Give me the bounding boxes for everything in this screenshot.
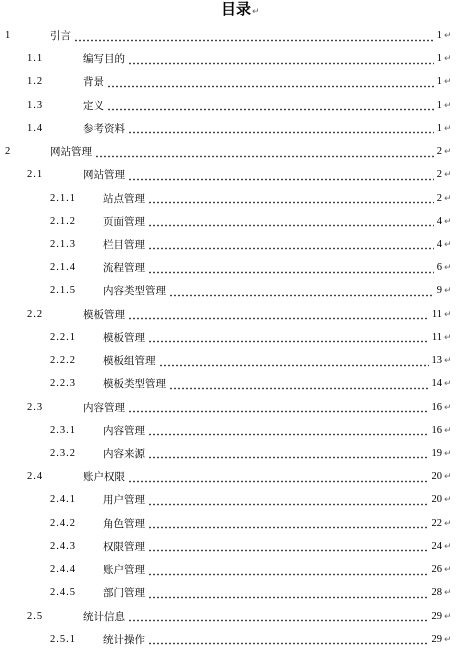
dot-leader — [128, 52, 434, 66]
toc-entry[interactable] — [0, 331, 474, 345]
toc-entry-line — [83, 168, 442, 182]
toc-entry-page: 1 — [436, 76, 442, 88]
toc-entry-page: 22 — [431, 517, 442, 529]
toc-entry[interactable] — [0, 447, 474, 461]
toc-entry-title: 流程管理 — [103, 262, 145, 275]
toc-entry-title: 背景 — [83, 76, 104, 89]
toc-entry[interactable] — [0, 29, 474, 43]
toc-entry-line — [103, 540, 442, 554]
dot-leader — [128, 401, 429, 415]
dot-leader — [74, 29, 434, 43]
toc-entry-line — [50, 29, 442, 43]
paragraph-mark: ↵ — [444, 286, 452, 297]
dot-leader — [148, 540, 429, 554]
toc-entry-page: 4 — [436, 238, 442, 250]
dot-leader — [148, 215, 434, 229]
toc-entry-title: 引言 — [50, 30, 71, 42]
toc-entry-line — [103, 424, 442, 438]
toc-entry-number: 2.4.1 — [50, 494, 76, 506]
toc-entry[interactable] — [0, 540, 474, 554]
toc-entry-number: 1.4 — [27, 122, 44, 134]
toc-entry-number: 2.4.3 — [50, 540, 76, 552]
toc-entry[interactable] — [0, 192, 474, 206]
dot-leader — [128, 308, 429, 322]
toc-entry-line — [103, 447, 442, 461]
toc-entry-line — [83, 470, 442, 484]
dot-leader — [148, 633, 429, 647]
toc-entry-line — [83, 122, 442, 136]
dot-leader — [159, 354, 429, 368]
toc-entry-page: 2 — [436, 169, 442, 181]
toc-entry-page: 1 — [436, 30, 442, 41]
toc-entry[interactable] — [0, 610, 474, 624]
toc-entry-number: 2.1.2 — [50, 215, 76, 227]
paragraph-mark: ↵ — [444, 193, 452, 204]
toc-entry-title: 站点管理 — [103, 192, 145, 205]
paragraph-mark: ↵ — [444, 123, 452, 134]
toc-entry-title: 栏目管理 — [103, 238, 145, 251]
toc-entry[interactable] — [0, 284, 474, 298]
toc-entry-number: 2.3 — [27, 401, 44, 413]
dot-leader — [107, 75, 434, 89]
toc-entry-title: 网站管理 — [83, 169, 125, 182]
dot-leader — [148, 447, 429, 461]
toc-entry-number: 2.1.4 — [50, 262, 76, 274]
toc-entry-title: 网站管理 — [50, 146, 92, 159]
toc-entry-line — [103, 377, 442, 391]
toc-heading-text: 目录 — [221, 0, 252, 18]
toc-entry-line — [50, 145, 442, 159]
toc-entry-line — [103, 215, 442, 229]
toc-entry-page: 2 — [436, 146, 442, 158]
dot-leader — [148, 238, 434, 252]
toc-entry[interactable] — [0, 215, 474, 229]
paragraph-mark: ↵ — [444, 518, 452, 529]
toc-entry-page: 6 — [436, 262, 442, 274]
toc-entry-number: 1.2 — [27, 76, 44, 88]
toc-entry[interactable] — [0, 238, 474, 252]
paragraph-mark: ↵ — [444, 170, 452, 181]
toc-entry-line — [83, 401, 442, 415]
toc-entry[interactable] — [0, 517, 474, 531]
toc-entry-page: 26 — [431, 564, 442, 576]
toc-entry-number: 2.5.1 — [50, 633, 76, 645]
toc-entry-page: 14 — [431, 378, 442, 390]
toc-entry-title: 页面管理 — [103, 215, 145, 228]
toc-entry-page: 11 — [431, 331, 442, 343]
toc-entry-title: 统计信息 — [83, 610, 125, 623]
toc-entry-page: 4 — [436, 215, 442, 227]
toc-entry[interactable] — [0, 261, 474, 275]
toc-entry-title: 用户管理 — [103, 494, 145, 507]
toc-entry-number: 2.2.1 — [50, 331, 76, 343]
toc-entry[interactable] — [0, 633, 474, 647]
dot-leader — [148, 261, 434, 275]
toc-entry-title: 内容类型管理 — [103, 285, 166, 298]
toc-entry-number: 1.1 — [27, 53, 44, 65]
paragraph-mark: ↵ — [444, 31, 452, 41]
toc-entry[interactable] — [0, 122, 474, 136]
toc-entry-page: 13 — [431, 355, 442, 367]
toc-entry-line — [103, 563, 442, 577]
toc-entry-title: 模板组管理 — [103, 355, 156, 368]
paragraph-mark: ↵ — [444, 565, 452, 576]
dot-leader — [169, 377, 429, 391]
toc-entry-line — [103, 493, 442, 507]
toc-entry-number: 2.4.4 — [50, 564, 76, 576]
toc-entry[interactable] — [0, 470, 474, 484]
dot-leader — [128, 168, 434, 182]
toc-entry-title: 角色管理 — [103, 517, 145, 530]
paragraph-mark: ↵ — [444, 77, 452, 88]
paragraph-mark: ↵ — [444, 356, 452, 367]
toc-entry-page: 2 — [436, 192, 442, 204]
paragraph-mark: ↵ — [444, 402, 452, 413]
toc-entry-line — [103, 284, 442, 298]
dot-leader — [148, 517, 429, 531]
toc-entry-number: 2.1 — [27, 169, 44, 181]
toc-entry-number: 2.3.2 — [50, 447, 76, 459]
toc-entry-title: 账户权限 — [83, 471, 125, 484]
toc-entry-number: 2.1.3 — [50, 238, 76, 250]
toc-entry[interactable] — [0, 354, 474, 368]
toc-entry-number: 2.1.5 — [50, 285, 76, 297]
toc-entry-number: 2.4 — [27, 471, 44, 483]
toc-entry-title: 权限管理 — [103, 540, 145, 553]
toc-entry-title: 编写目的 — [83, 53, 125, 66]
dot-leader — [128, 610, 429, 624]
toc-entry-title: 内容管理 — [83, 401, 125, 414]
paragraph-mark: ↵ — [444, 100, 452, 111]
dot-leader — [107, 99, 434, 113]
toc-entry-line — [103, 586, 442, 600]
toc-entry-line — [103, 633, 442, 647]
toc-entry-number: 1 — [5, 30, 12, 41]
dot-leader — [148, 192, 434, 206]
toc-entry[interactable] — [0, 75, 474, 89]
toc-entry[interactable] — [0, 401, 474, 415]
paragraph-mark: ↵ — [444, 379, 452, 390]
toc-entry[interactable] — [0, 145, 474, 159]
dot-leader — [148, 563, 429, 577]
toc-entry-page: 16 — [431, 401, 442, 413]
dot-leader — [148, 493, 429, 507]
paragraph-mark: ↵ — [444, 147, 452, 158]
toc-entry-line — [103, 331, 442, 345]
toc-entry[interactable] — [0, 308, 474, 322]
toc-entry-page: 29 — [431, 633, 442, 645]
toc-entry-page: 24 — [431, 540, 442, 552]
toc-entry-line — [103, 238, 442, 252]
toc-entry-number: 2.4.5 — [50, 587, 76, 599]
paragraph-mark: ↵ — [252, 7, 260, 17]
toc-entry-title: 部门管理 — [103, 587, 145, 600]
toc-heading — [221, 0, 260, 21]
toc-entry-number: 2.3.1 — [50, 424, 76, 436]
toc-entry-title: 定义 — [83, 99, 104, 112]
toc-entry-title: 账户管理 — [103, 564, 145, 577]
toc-entry-page: 29 — [431, 610, 442, 622]
toc-entry-number: 2.5 — [27, 610, 44, 622]
toc-entry-page: 16 — [431, 424, 442, 436]
paragraph-mark: ↵ — [444, 634, 452, 645]
paragraph-mark: ↵ — [444, 448, 452, 459]
toc-entry-title: 内容来源 — [103, 447, 145, 460]
toc-entry-page: 9 — [436, 285, 442, 297]
toc-entry-title: 统计操作 — [103, 633, 145, 646]
toc-entry-title: 模板管理 — [103, 331, 145, 344]
dot-leader — [95, 145, 434, 159]
paragraph-mark: ↵ — [444, 611, 452, 622]
dot-leader — [148, 331, 429, 345]
toc-entry[interactable] — [0, 52, 474, 66]
paragraph-mark: ↵ — [444, 588, 452, 599]
toc-entry-title: 参考资料 — [83, 122, 125, 135]
toc-entry[interactable] — [0, 99, 474, 113]
toc-entry-line — [103, 354, 442, 368]
toc-entry-title: 模板管理 — [83, 308, 125, 321]
paragraph-mark: ↵ — [444, 332, 452, 343]
toc-entry[interactable] — [0, 563, 474, 577]
paragraph-mark: ↵ — [444, 472, 452, 483]
toc-entry-title: 内容管理 — [103, 424, 145, 437]
toc-entry-number: 2.2 — [27, 308, 44, 320]
toc-entry-line — [103, 192, 442, 206]
paragraph-mark: ↵ — [444, 541, 452, 552]
dot-leader — [148, 586, 429, 600]
paragraph-mark: ↵ — [444, 239, 452, 250]
toc-entry-page: 1 — [436, 53, 442, 65]
paragraph-mark: ↵ — [444, 425, 452, 436]
dot-leader — [148, 424, 429, 438]
toc-entry-line — [103, 517, 442, 531]
toc-entry-line — [83, 75, 442, 89]
toc-entry-number: 2.2.3 — [50, 378, 76, 390]
toc-entry-line — [83, 610, 442, 624]
dot-leader — [169, 284, 434, 298]
toc-entry-number: 2.1.1 — [50, 192, 76, 204]
toc-entry-line — [103, 261, 442, 275]
paragraph-mark: ↵ — [444, 263, 452, 274]
toc-entry[interactable] — [0, 377, 474, 391]
toc-entry-number: 2.4.2 — [50, 517, 76, 529]
toc-entry-page: 28 — [431, 587, 442, 599]
toc-entry-line — [83, 52, 442, 66]
paragraph-mark: ↵ — [444, 216, 452, 227]
toc-entry-page: 1 — [436, 99, 442, 111]
toc-entry-line — [83, 308, 442, 322]
toc-entry[interactable] — [0, 424, 474, 438]
toc-entry[interactable] — [0, 586, 474, 600]
paragraph-mark: ↵ — [444, 495, 452, 506]
toc-entry[interactable] — [0, 168, 474, 182]
toc-entry-number: 2 — [5, 146, 12, 158]
toc-entry-number: 2.2.2 — [50, 355, 76, 367]
toc-entry-page: 1 — [436, 122, 442, 134]
paragraph-mark: ↵ — [444, 54, 452, 65]
toc-entry-number: 1.3 — [27, 99, 44, 111]
toc-entry-page: 11 — [431, 308, 442, 320]
toc-entry-title: 模板类型管理 — [103, 378, 166, 391]
paragraph-mark: ↵ — [444, 309, 452, 320]
toc-entry-page: 20 — [431, 471, 442, 483]
toc-entry-page: 19 — [431, 447, 442, 459]
toc-entry[interactable] — [0, 493, 474, 507]
dot-leader — [128, 122, 434, 136]
toc-entry-page: 20 — [431, 494, 442, 506]
toc-entry-line — [83, 99, 442, 113]
dot-leader — [128, 470, 429, 484]
